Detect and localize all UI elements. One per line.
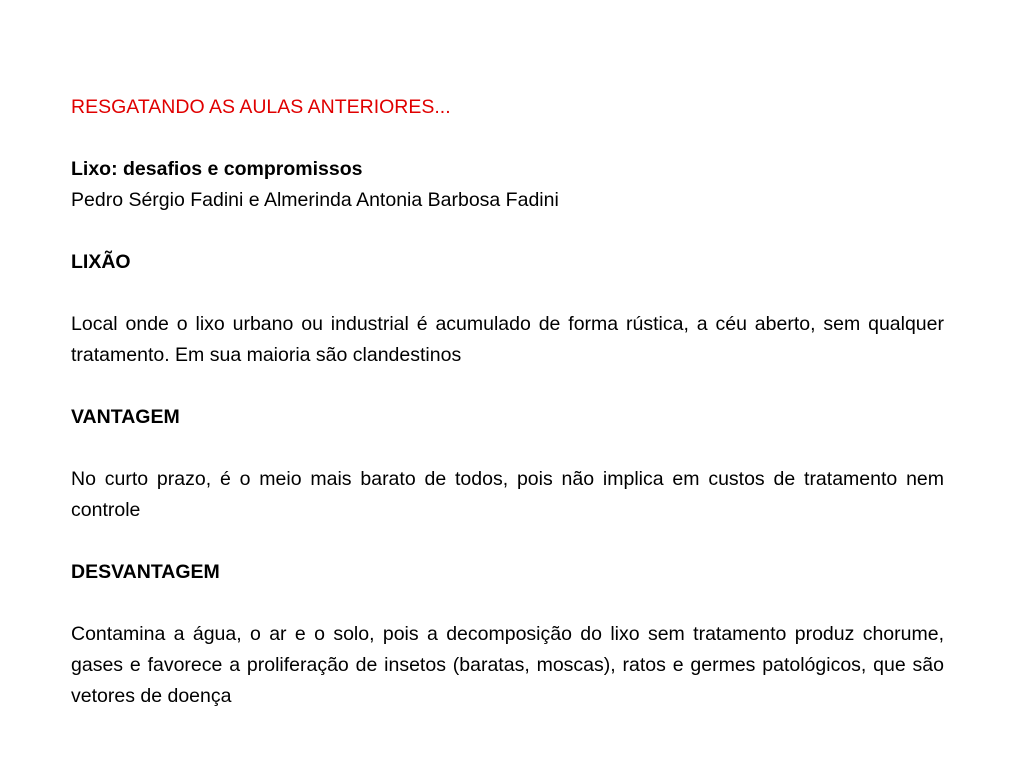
spacer [71,588,944,619]
spacer [71,433,944,464]
spacer [71,278,944,309]
spacer [71,371,944,402]
spacer [71,123,944,154]
book-title: Lixo: desafios e compromissos [71,158,363,180]
section-text-vantagem: No curto prazo, é o meio mais barato de todos, pois não implica em custos de tratamento nem controle [71,468,944,521]
spacer [71,526,944,557]
section-text-desvantagem: Contamina a água, o ar e o solo, pois a decomposição do lixo sem tratamento produz chorume, gases e favorece a proliferação de insetos (baratas, moscas), ratos e germes patológicos, que são vetores de doença [71,623,944,707]
section-title-vantagem: VANTAGEM [71,406,180,428]
section-text-lixao: Local onde o lixo urbano ou industrial é acumulado de forma rústica, a céu aberto, sem qualquer tratamento. Em sua maioria são clandestinos [71,313,944,366]
slide-content [71,92,944,712]
section-title-desvantagem: DESVANTAGEM [71,561,220,583]
book-authors: Pedro Sérgio Fadini e Almerinda Antonia Barbosa Fadini [71,189,559,211]
section-title-lixao: LIXÃO [71,251,131,273]
spacer [71,216,944,247]
slide-heading: RESGATANDO AS AULAS ANTERIORES... [71,96,451,118]
